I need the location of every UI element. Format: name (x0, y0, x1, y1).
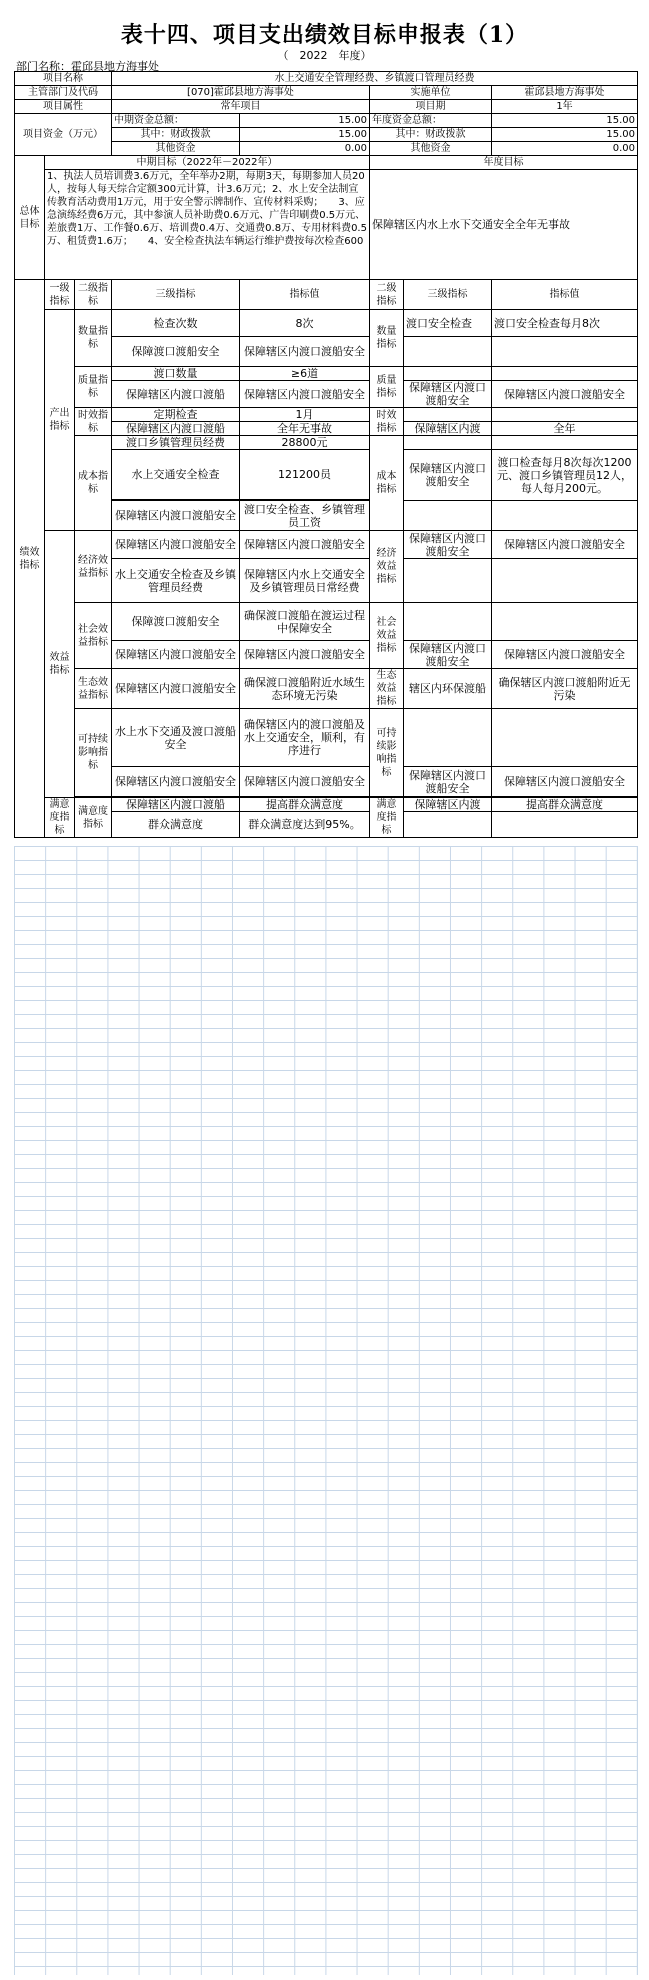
performance-target-table (14, 71, 638, 838)
table-row: 辖区内环保渡船 (404, 669, 492, 709)
table-row: 保障辖区内渡口渡船安全 (404, 381, 492, 408)
table-row: 保障辖区内渡口渡船安全 (404, 531, 492, 559)
owner-label: 主管部门及代码 (15, 86, 112, 100)
impl-value: 霍邱县地方海事处 (492, 86, 638, 100)
table-row: 保障辖区内渡口渡船安全 (112, 531, 240, 559)
h-level1: 一级指标 (45, 280, 75, 310)
table-row: 保障辖区内渡口渡船安全 (240, 641, 370, 669)
table-row: 保障辖区内渡口渡船安全 (492, 381, 638, 408)
table-row: 保障辖区内渡 (404, 798, 492, 812)
economic-label: 经济效益指标 (75, 531, 112, 603)
timeliness-label-right: 时效指标 (370, 408, 404, 436)
table-row: 渡口乡镇管理员经费 (112, 436, 240, 450)
sustainable-label: 可持续影响指标 (75, 709, 112, 797)
table-row: 保障渡口渡船安全 (112, 603, 240, 641)
project-name-value: 水上交通安全管理经费、乡镇渡口管理员经费 (112, 72, 638, 86)
project-name-label: 项目名称 (15, 72, 112, 86)
overall-goal-label: 总体目标 (15, 156, 45, 280)
table-row: 渡口安全检查、乡镇管理员工资 (240, 501, 370, 531)
effect-label: 效益指标 (45, 531, 75, 798)
table-row: 保障辖区内渡口渡船安全 (404, 641, 492, 669)
mid-total-label: 中期资金总额： (112, 114, 240, 128)
h-level2-right: 二级指标 (370, 280, 404, 310)
table-row: 保障辖区内渡口渡船安全 (112, 669, 240, 709)
table-row: 水上水下交通及渡口渡船安全 (112, 709, 240, 767)
mid-fiscal-label: 其中：财政拨款 (112, 128, 240, 142)
satisfy-label-right: 满意度指标 (370, 798, 404, 838)
mid-other-value: 0.00 (240, 142, 370, 156)
table-row: 确保渡口渡船在渡运过程中保障安全 (240, 603, 370, 641)
h-value-right: 指标值 (492, 280, 638, 310)
ecological-label-right: 生态效益指标 (370, 669, 404, 709)
table-row: 保障辖区内渡口渡船安全 (240, 531, 370, 559)
table-row: 1月 (240, 408, 370, 422)
table-row: 渡口安全检查每月8次 (492, 310, 638, 337)
satisfaction-label: 满意度指标 (45, 798, 75, 838)
table-row: 定期检查 (112, 408, 240, 422)
yr-goal-header: 年度目标 (370, 156, 638, 170)
timeliness-label: 时效指标 (75, 408, 112, 436)
yr-goal-text: 保障辖区内水上水下交通安全全年无事故 (370, 170, 638, 280)
mid-other-label: 其他资金 (112, 142, 240, 156)
yr-other-value: 0.00 (492, 142, 638, 156)
quantity-label-right: 数量指标 (370, 310, 404, 367)
satisfy-label: 满意度指标 (75, 798, 112, 838)
table-row: 保障辖区内水上交通安全及乡镇管理员日常经费 (240, 559, 370, 603)
mid-fiscal-value: 15.00 (240, 128, 370, 142)
table-row: 保障辖区内渡口渡船 (112, 798, 240, 812)
table-row: 保障辖区内渡口渡船安全 (492, 767, 638, 797)
table-row: 保障辖区内渡口渡船安全 (112, 641, 240, 669)
table-row: 保障辖区内渡口渡船安全 (112, 501, 240, 531)
attr-label: 项目属性 (15, 100, 112, 114)
mid-goal-header: 中期目标（2022年－2022年） (45, 156, 370, 170)
department-name: 部门名称：霍邱县地方海事处 (16, 60, 159, 73)
cost-label-right: 成本指标 (370, 436, 404, 531)
table-row: 保障辖区内渡口渡船安全 (240, 767, 370, 797)
mid-goal-text: 1、执法人员培训费3.6万元，全年举办2期，每期3天，每期参加人员20人，按每人每天综合定额300元计算，计3.6万元；2、水上安全法制宣传教育活动费用1万元，用于安全警示牌制作、宣传材料采购； 3、应急演练经费6万元，其中参演人员补助费0.6万元、广告印刷费0.5万元、差旅费1万、工作餐0.6万、培训费0.4万、交通费0.8万、专用材料费0.5万、租赁费1.6万； 4、安全检查执法车辆运行维护费按每次检查600 (45, 170, 370, 280)
table-row: 全年无事故 (240, 422, 370, 436)
table-row: 121200员 (240, 450, 370, 500)
table-row: 提高群众满意度 (240, 798, 370, 812)
table-row: 保障辖区内渡口渡船安全 (492, 531, 638, 559)
table-row: 保障辖区内渡口渡船安全 (240, 381, 370, 408)
social-label-right: 社会效益指标 (370, 603, 404, 669)
table-row: 检查次数 (112, 310, 240, 337)
h-level2: 二级指标 (75, 280, 112, 310)
empty-spreadsheet-grid (14, 846, 638, 1975)
table-row: 群众满意度达到95%。 (240, 812, 370, 838)
table-row: 水上交通安全检查及乡镇管理员经费 (112, 559, 240, 603)
yr-other-label: 其他资金 (370, 142, 492, 156)
table-row: 全年 (492, 422, 638, 436)
table-row: 保障辖区内渡口渡船安全 (492, 641, 638, 669)
table-row: 水上交通安全检查 (112, 450, 240, 500)
mid-total-value: 15.00 (240, 114, 370, 128)
sustainable-label-right: 可持续影响指标 (370, 709, 404, 797)
cost-label: 成本指标 (75, 436, 112, 531)
table-row: 渡口安全检查 (404, 310, 492, 337)
table-row: 保障辖区内渡 (404, 422, 492, 436)
quality-label: 质量指标 (75, 367, 112, 408)
impl-label: 实施单位 (370, 86, 492, 100)
table-row: ≥6道 (240, 367, 370, 381)
table-row: 渡口数量 (112, 367, 240, 381)
table-row: 保障辖区内渡口渡船安全 (112, 767, 240, 797)
h-level3: 三级指标 (112, 280, 240, 310)
h-level3-right: 三级指标 (404, 280, 492, 310)
table-row: 确保辖区内的渡口渡船及水上交通安全，顺利，有序进行 (240, 709, 370, 767)
yr-fiscal-label: 其中：财政拨款 (370, 128, 492, 142)
ecological-label: 生态效益指标 (75, 669, 112, 709)
table-row: 保障渡口渡船安全 (112, 337, 240, 367)
funds-label: 项目资金（万元） (15, 114, 112, 156)
yr-total-label: 年度资金总额： (370, 114, 492, 128)
table-row: 8次 (240, 310, 370, 337)
h-value: 指标值 (240, 280, 370, 310)
table-row: 提高群众满意度 (492, 798, 638, 812)
output-label: 产出指标 (45, 310, 75, 531)
quality-label-right: 质量指标 (370, 367, 404, 408)
table-row: 群众满意度 (112, 812, 240, 838)
social-label: 社会效益指标 (75, 603, 112, 669)
table-row: 28800元 (240, 436, 370, 450)
perf-label: 绩效指标 (15, 280, 45, 838)
attr-value: 常年项目 (112, 100, 370, 114)
table-row: 保障辖区内渡口渡船安全 (404, 450, 492, 501)
table-row: 渡口检查每月8次每次1200元、渡口乡镇管理员12人，每人每月200元。 (492, 450, 638, 501)
owner-value: [070]霍邱县地方海事处 (112, 86, 370, 100)
report-year: （ 2022 年度） (277, 49, 372, 62)
yr-fiscal-value: 15.00 (492, 128, 638, 142)
table-row: 保障辖区内渡口渡船安全 (240, 337, 370, 367)
table-row: 保障辖区内渡口渡船安全 (404, 767, 492, 797)
economic-label-right: 经济效益指标 (370, 531, 404, 603)
table-row: 保障辖区内渡口渡船 (112, 381, 240, 408)
page-title: 表十四、项目支出绩效目标申报表（1） (120, 22, 529, 48)
quantity-label: 数量指标 (75, 310, 112, 367)
table-row: 确保渡口渡船附近水域生态环境无污染 (240, 669, 370, 709)
table-row: 确保辖区内渡口渡船附近无污染 (492, 669, 638, 709)
period-value: 1年 (492, 100, 638, 114)
table-row: 保障辖区内渡口渡船 (112, 422, 240, 436)
period-label: 项目期 (370, 100, 492, 114)
yr-total-value: 15.00 (492, 114, 638, 128)
